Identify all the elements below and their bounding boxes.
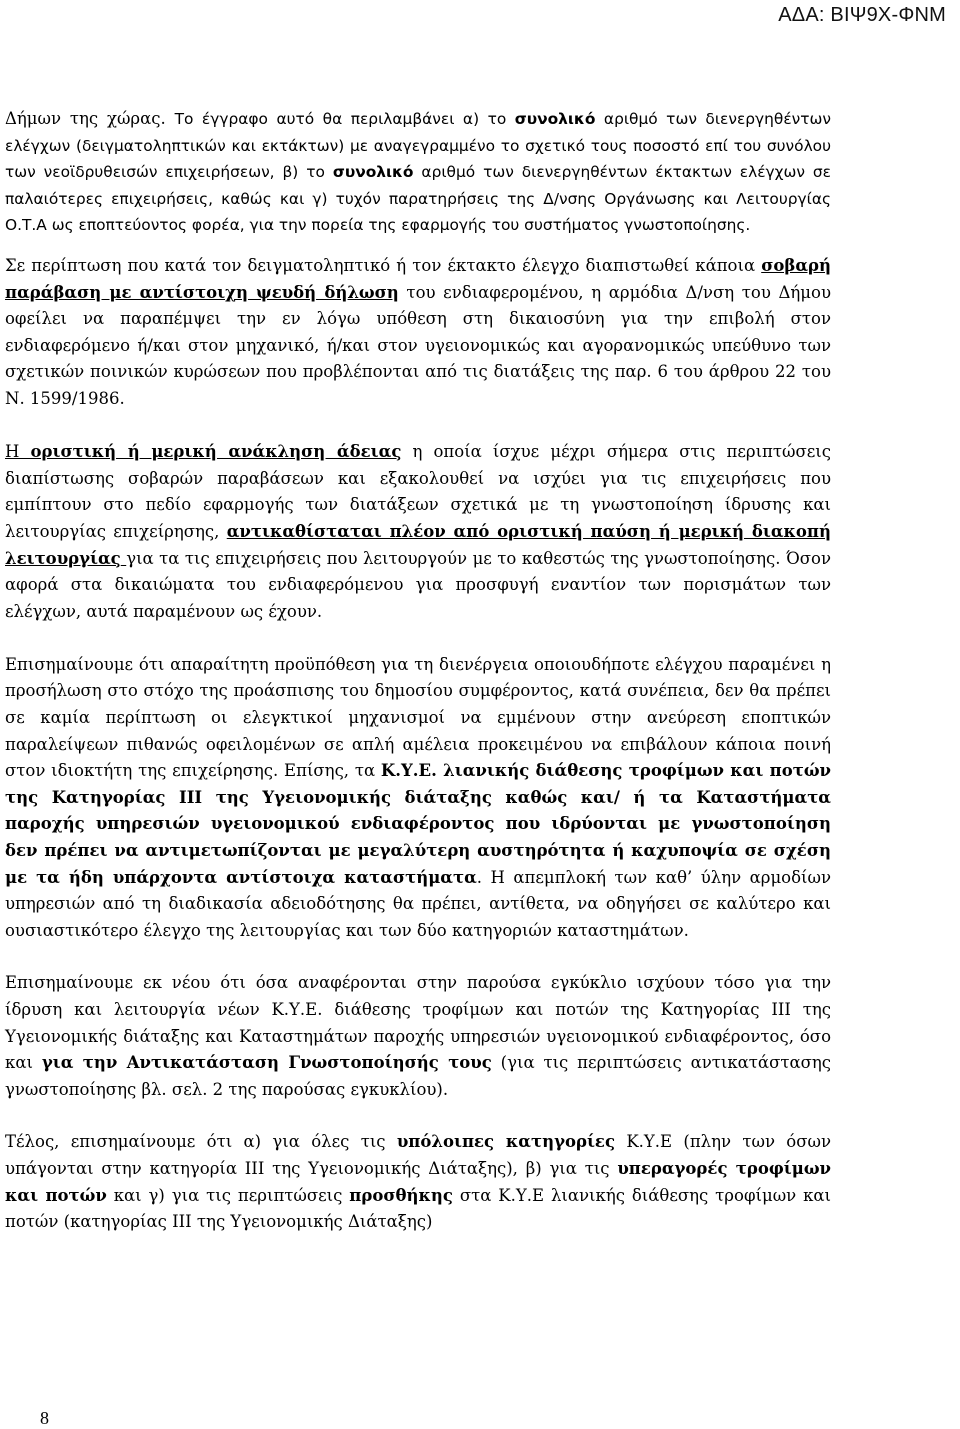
document-body [5, 106, 831, 1262]
paragraph-2 [5, 253, 831, 413]
bold-text: προσθήκης [349, 1185, 453, 1205]
bold-text: συνολικό [332, 163, 414, 182]
text: Τέλος, επισημαίνουμε ότι α) για όλες τις [5, 1132, 397, 1152]
text: του ενδιαφερομένου, η αρμόδια Δ/νση του Δήμου οφείλει να παραπέμψει την εν λόγω υπόθεση στη δικαιοσύνη για την επιβολή στον ενδιαφερόμενο ή/και στον μηχανικό, ή/και στον υγειονομικώς και αγορανομικώς υπεύθυνο των σχετικών ποινικών κυρώσεων που προβλέπονται από τις διατάξεις της παρ. 6 του άρθρου 22 του Ν. 1599/1986. [5, 282, 831, 408]
bold-underlined-text: αντικαθίσταται πλέον από οριστική παύση ή μερική διακοπή λειτουργίας [5, 521, 831, 568]
text: στα Κ.Υ.Ε λιανικής διάθεσης τροφίμων και ποτών (κατηγορίας ΙΙΙ της Υγειονομικής Διάταξης) [5, 1185, 832, 1232]
text: Το έγγραφο αυτό θα περιλαμβάνει α) το [174, 110, 515, 128]
text: αριθμό των διενεργηθέντων έκτακτων ελέγχων σε παλαιότερες επιχειρήσεις, καθώς και γ) τυχόν παρατηρήσεις της Δ/νσης Οργάνωσης και Λειτουργίας Ο.Τ.Α ως εποπτεύοντος φορέα, για την πορεία της εφαρμογής του συστήματος γνωστοποίησης. [5, 163, 831, 235]
text: Επισημαίνουμε εκ νέου ότι όσα αναφέρονται στην παρούσα εγκύκλιο ισχύουν τόσο για την ίδρυση και λειτουργία νέων Κ.Υ.Ε. διάθεσης τροφίμων και ποτών της Κατηγορίας ΙΙΙ της Υγειονομικής διάταξης και Καταστημάτων παροχής υπηρεσιών υγειονομικού ενδιαφέροντος, όσο και [5, 973, 831, 1073]
ada-code: ΑΔΑ: ΒΙΨ9Χ-ΦΝΜ [778, 4, 946, 26]
text: Δήμων της χώρας. [5, 109, 175, 128]
text: για τα τις επιχειρήσεις που λειτουργούν με το καθεστώς της γνωστοποίησης. Όσον αφορά στα δικαιώματα του ενδιαφερόμενου για προσφυγή εναντίον των πορισμάτων των ελέγχων, αυτά παραμένουν ως έχουν. [5, 548, 831, 621]
underlined-text: Η [5, 442, 31, 462]
paragraph-5 [5, 970, 831, 1103]
text: και γ) για τις περιπτώσεις [106, 1185, 350, 1205]
paragraph-1 [5, 106, 831, 239]
page-number: 8 [40, 1408, 49, 1428]
text: (για τις περιπτώσεις αντικατάστασης γνωστοποίησης βλ. σελ. 2 της παρούσας εγκυκλίου). [5, 1053, 831, 1099]
paragraph-6 [5, 1129, 831, 1235]
text: Σε περίπτωση που κατά τον δειγματοληπτικό ή τον έκτακτο έλεγχο διαπιστωθεί κάποια [5, 255, 762, 275]
paragraph-4 [5, 652, 831, 945]
bold-text: Κ.Υ.Ε. λιανικής διάθεσης τροφίμων και ποτών της Κατηγορίας ΙΙΙ της Υγειονομικής διάταξης καθώς και/ ή τα Καταστήματα παροχής υπηρεσιών υγειονομικού ενδιαφέροντος που ιδρύονται με γνωστοποίηση δεν πρέπει να αντιμετωπίζονται με μεγαλύτερη αυστηρότητα ή καχυποψία σε σχέση με τα ήδη υπάρχοντα αντίστοιχα καταστήματα [5, 761, 831, 887]
text: αριθμό των διενεργηθέντων ελέγχων (δειγματοληπτικών και εκτάκτων) με αναγεγραμμένο το σχετικό τους ποσοστό επί του συνόλου των νεοϊδρυθεισών επιχειρήσεων, β) το [5, 110, 832, 182]
bold-text: υπόλοιπες κατηγορίες [396, 1132, 616, 1152]
bold-underlined-text: σοβαρή παράβαση με αντίστοιχη ψευδή δήλωση [5, 255, 831, 302]
text: η οποία ίσχυε μέχρι σήμερα στις περιπτώσεις διαπίστωσης σοβαρών παραβάσεων και εξακολουθεί να ισχύει για τις επιχειρήσεις που εμπίπτουν στο πεδίο εφαρμογής των διατάξεων σχετικά με τη γνωστοποίηση ίδρυσης και λειτουργίας επιχείρησης, [5, 442, 831, 541]
bold-text: για την Αντικατάσταση Γνωστοποίησής τους [41, 1053, 492, 1073]
text: Επισημαίνουμε ότι απαραίτητη προϋπόθεση για τη διενέργεια οποιουδήποτε ελέγχου παραμένει η προσήλωση στο στόχο της προάσπισης του δημοσίου συμφέροντος, κατά συνέπεια, δεν θα πρέπει σε καμία περίπτωση οι ελεγκτικοί μηχανισμοί να εμμένουν στην ανεύρεση εποπτικών παραλείψεων πιθανώς οφειλομένων σε απλή αμέλεια προκειμένου να επιβάλουν κάποια ποινή στον ιδιοκτήτη της επιχείρησης. Επίσης, τα [5, 654, 831, 781]
bold-text: υπεραγορές τροφίμων και ποτών [5, 1158, 831, 1205]
bold-underlined-text: οριστική ή μερική ανάκληση άδειας [30, 442, 402, 462]
text: Κ.Υ.Ε (πλην των όσων υπάγονται στην κατηγορία ΙΙΙ της Υγειονομικής Διάταξης), β) για τις [5, 1132, 831, 1178]
text: . Η απεμπλοκή των καθ’ ύλην αρμοδίων υπηρεσιών από τη διαδικασία αδειοδότησης θα πρέπει, αντίθετα, να οδηγήσει σε καλύτερο και ουσιαστικότερο έλεγχο της λειτουργίας και των δύο κατηγοριών καταστημάτων. [5, 867, 831, 940]
bold-text: συνολικό [514, 110, 596, 128]
paragraph-3 [5, 439, 831, 625]
